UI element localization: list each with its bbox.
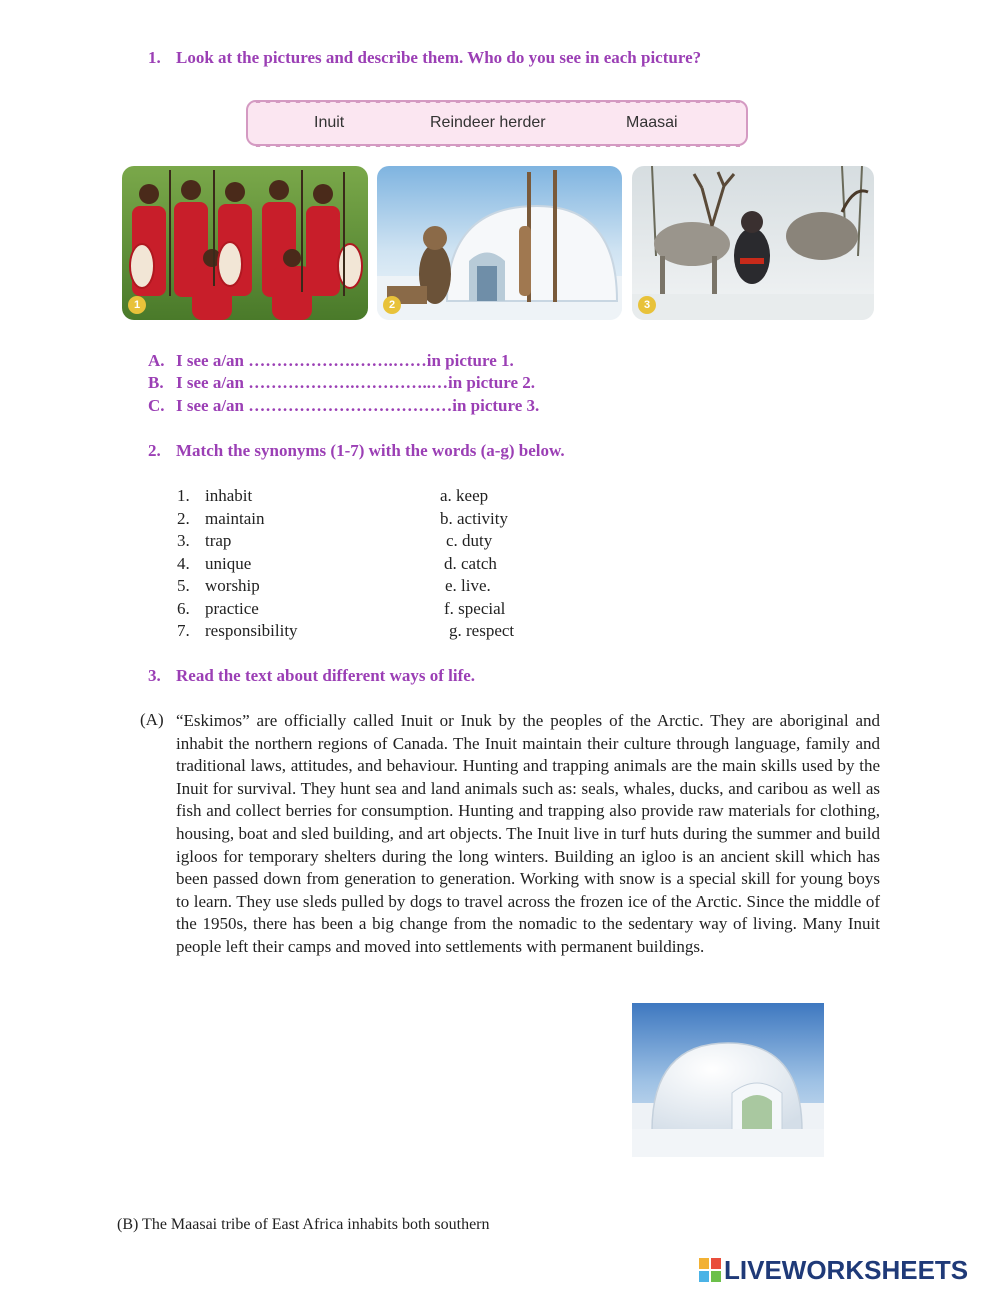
sentence-b [148, 373, 535, 393]
match-right-a: a. keep [440, 486, 489, 505]
picture-badge-3: 3 [638, 296, 656, 314]
match-right-c: c. duty [446, 531, 493, 550]
logo-text: LIVEWORKSHEETS [724, 1254, 969, 1285]
picture-maasai [122, 166, 368, 320]
match-left-7: 7. responsibility [177, 621, 298, 640]
passage-b-text: (B) The Maasai tribe of East Africa inhabits both southern [117, 1216, 490, 1233]
question-3 [148, 666, 475, 686]
sentence-letter: C. [148, 396, 165, 415]
match-left-3: 3. trap [177, 531, 232, 550]
match-left-2: 2. maintain [177, 509, 265, 528]
passage-a-label: (A) [140, 710, 164, 729]
inuit-igloo-illustration [377, 166, 622, 320]
question-text: Match the synonyms (1-7) with the words (a-g) below. [176, 441, 565, 460]
question-text: Read the text about different ways of life. [176, 666, 476, 685]
sentence-letter: A. [148, 351, 165, 370]
picture-badge-1: 1 [128, 296, 146, 314]
word-box [246, 100, 748, 146]
sentence-text: I see a/an ……………….…………..…in picture 2. [176, 373, 536, 392]
question-number: 1. [148, 48, 161, 67]
picture-reindeer-herder [632, 166, 874, 320]
scallop-border-top [254, 99, 740, 103]
match-left-4: 4. unique [177, 554, 252, 573]
match-right-b: b. activity [440, 509, 508, 528]
match-left-1: 1. inhabit [177, 486, 253, 505]
word-reindeer-herder: Reindeer herder [430, 114, 546, 131]
reindeer-illustration [632, 166, 874, 320]
picture-inuit [377, 166, 622, 320]
igloo-illustration [632, 1003, 824, 1157]
sentence-letter: B. [148, 373, 164, 392]
question-text: Look at the pictures and describe them. Who do you see in each picture? [176, 48, 702, 67]
match-right-f: f. special [444, 599, 506, 618]
question-number: 2. [148, 441, 161, 460]
match-right-d: d. catch [444, 554, 497, 573]
picture-badge-2: 2 [383, 296, 401, 314]
sentence-text: I see a/an ……………….…….……in picture 1. [176, 351, 514, 370]
scallop-border-bottom [254, 143, 740, 147]
sentence-c [148, 396, 539, 416]
sentence-a [148, 351, 514, 371]
maasai-illustration [122, 166, 368, 320]
sentence-text: I see a/an ………………………………in picture 3. [176, 396, 540, 415]
logo-blocks-icon [698, 1257, 722, 1283]
question-number: 3. [148, 666, 161, 685]
passage-a-text: “Eskimos” are officially called Inuit or Inuk by the peoples of the Arctic. They are aboriginal and inhabit the northern regions of Canada. The Inuit maintain their culture through language, family and traditional laws, attitudes, and behaviour. Hunting and trapping animals are the main skills used by the Inuit for survival. They hunt sea and land animals such as: seals, whales, ducks, and caribou as well as fish and collect berries for consumption. Hunting and trapping also provide raw materials for clothing, housing, boat and sled building, and art objects. The Inuit live in turf huts during the summer and build igloos for temporary shelters during the long winters. Building an igloo is an ancient skill which has been passed down from generation to generation. Working with snow is a special skill for young boys to learn. They use sleds pulled by dogs to travel across the frozen ice of the Arctic. Since the middle of the 1950s, there has been a big change from the nomadic to the sedentary way of living. Many Inuit people left their camps and moved into settlements with permanent buildings. [176, 711, 880, 956]
igloo-photo [632, 1003, 824, 1157]
word-maasai: Maasai [626, 114, 678, 131]
match-left-5: 5. worship [177, 576, 260, 595]
match-left-6: 6. practice [177, 599, 259, 618]
word-inuit: Inuit [314, 114, 345, 131]
liveworksheets-logo [698, 1255, 968, 1285]
question-2 [148, 441, 565, 461]
question-1 [148, 48, 701, 68]
match-right-g: g. respect [449, 621, 515, 640]
match-right-e: e. live. [445, 576, 491, 595]
